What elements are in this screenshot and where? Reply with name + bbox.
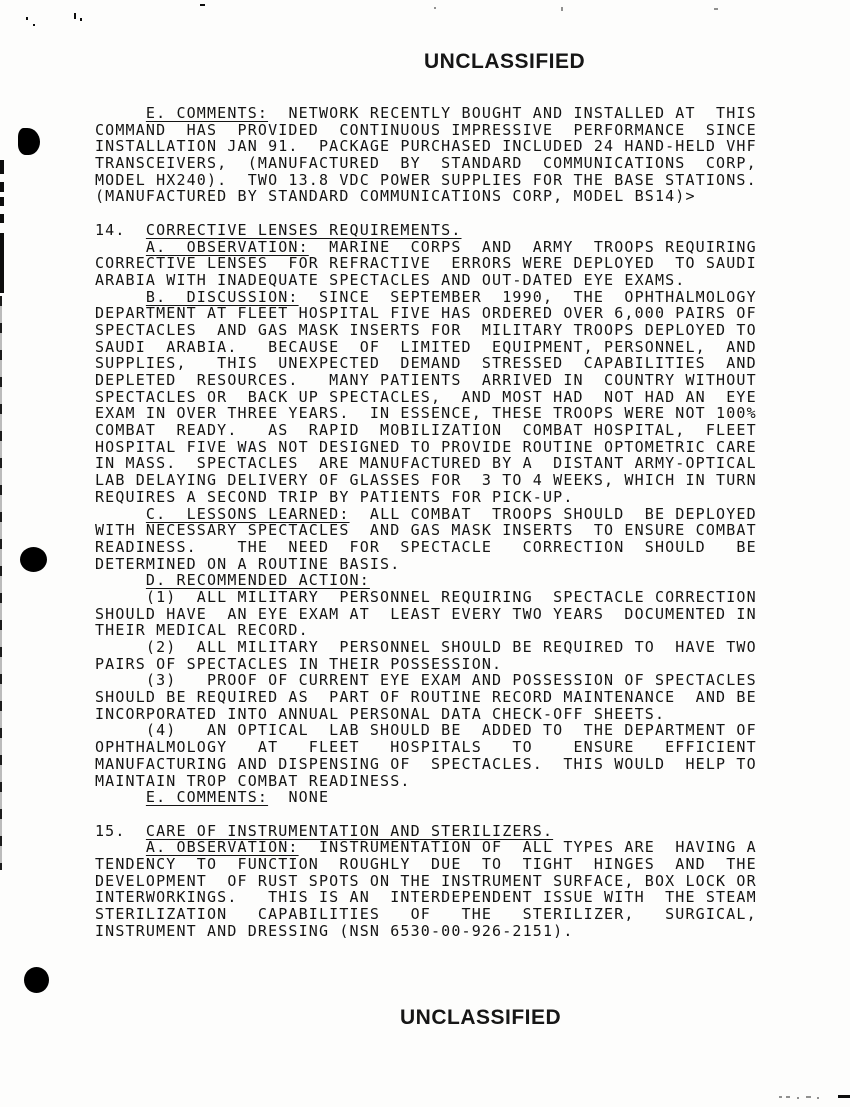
document-line: WITH NECESSARY SPECTACLES AND GAS MASK INSERTS TO ENSURE COMBAT xyxy=(95,521,757,540)
scan-speck xyxy=(817,1097,819,1099)
document-line: A. OBSERVATION: MARINE CORPS AND ARMY TROOPS REQUIRING xyxy=(145,237,757,256)
document-line: 15. CARE OF INSTRUMENTATION AND STERILIZERS. xyxy=(95,821,554,840)
binding-edge-mark xyxy=(0,197,4,206)
document-line: 14. CORRECTIVE LENSES REQUIREMENTS. xyxy=(95,220,462,239)
scan-speck xyxy=(797,1097,799,1099)
document-line: LAB DELAYING DELIVERY OF GLASSES FOR 3 TO 4 WEEKS, WHICH IN TURN xyxy=(95,471,757,490)
binding-edge-mark xyxy=(0,160,4,174)
document-body xyxy=(95,105,775,939)
document-line: COMMAND HAS PROVIDED CONTINUOUS IMPRESSIVE PERFORMANCE SINCE xyxy=(95,120,757,139)
binding-edge-mark xyxy=(0,233,4,293)
document-line: MODEL HX240). TWO 13.8 VDC POWER SUPPLIES FOR THE BASE STATIONS. xyxy=(95,170,757,189)
document-line: SAUDI ARABIA. BECAUSE OF LIMITED EQUIPMENT, PERSONNEL, AND xyxy=(95,337,757,356)
document-line: IN MASS. SPECTACLES ARE MANUFACTURED BY A DISTANT ARMY-OPTICAL xyxy=(95,454,757,473)
binding-edge-mark xyxy=(0,182,4,192)
document-line: INTERWORKINGS. THIS IS AN INTERDEPENDENT ISSUE WITH THE STEAM xyxy=(95,888,757,907)
document-line: SHOULD HAVE AN EYE EXAM AT LEAST EVERY TWO YEARS DOCUMENTED IN xyxy=(95,604,757,623)
document-line: DEPLETED RESOURCES. MANY PATIENTS ARRIVED IN COUNTRY WITHOUT xyxy=(95,371,757,389)
document-line: COMBAT READY. AS RAPID MOBILIZATION COMBAT HOSPITAL, FLEET xyxy=(95,421,757,440)
ink-blot-mark xyxy=(18,128,40,155)
document-line: REQUIRES A SECOND TRIP BY PATIENTS FOR PICK-UP. xyxy=(95,487,574,506)
document-line: DETERMINED ON A ROUTINE BASIS. xyxy=(95,554,401,573)
document-line: (4) AN OPTICAL LAB SHOULD BE ADDED TO THE DEPARTMENT OF xyxy=(95,721,757,740)
document-line: INCORPORATED INTO ANNUAL PERSONAL DATA CHECK-OFF SHEETS. xyxy=(95,704,666,723)
document-line: SPECTACLES OR BACK UP SPECTACLES, AND MOST HAD NOT HAD AN EYE xyxy=(95,387,757,406)
scan-speck xyxy=(434,7,436,9)
binding-edge-line xyxy=(0,296,2,870)
document-line: B. DISCUSSION: SINCE SEPTEMBER 1990, THE OPHTHALMOLOGY xyxy=(145,287,757,306)
document-line: E. COMMENTS: NETWORK RECENTLY BOUGHT AND INSTALLED AT THIS xyxy=(145,104,757,122)
document-line: C. LESSONS LEARNED: ALL COMBAT TROOPS SHOULD BE DEPLOYED xyxy=(145,504,757,523)
document-line: ARABIA WITH INADEQUATE SPECTACLES AND OUT-DATED EYE EXAMS. xyxy=(95,270,686,289)
document-line: HOSPITAL FIVE WAS NOT DESIGNED TO PROVIDE ROUTINE OPTOMETRIC CARE xyxy=(95,437,757,456)
scan-speck xyxy=(806,1096,811,1098)
document-line: (2) ALL MILITARY PERSONNEL SHOULD BE REQUIRED TO HAVE TWO xyxy=(95,638,757,656)
classification-header: UNCLASSIFIED xyxy=(424,50,586,73)
scan-speck xyxy=(561,7,563,11)
scan-speck xyxy=(74,13,76,19)
document-line xyxy=(95,205,775,222)
ink-dot-mark xyxy=(24,967,49,993)
scan-speck xyxy=(200,4,205,6)
document-line: E. COMMENTS: NONE xyxy=(145,788,330,807)
scan-speck xyxy=(779,1096,782,1098)
document-line: READINESS. THE NEED FOR SPECTACLE CORRECTION SHOULD BE xyxy=(95,537,757,556)
document-line xyxy=(95,806,775,823)
document-line: STERILIZATION CAPABILITIES OF THE STERILIZER, SURGICAL, xyxy=(95,905,757,923)
scan-speck xyxy=(838,1095,850,1098)
classification-footer: UNCLASSIFIED xyxy=(400,1006,562,1029)
binding-edge-mark xyxy=(0,214,4,223)
scan-speck xyxy=(80,18,82,21)
document-line: TRANSCEIVERS, (MANUFACTURED BY STANDARD COMMUNICATIONS CORP, xyxy=(95,154,757,173)
document-line: SUPPLIES, THIS UNEXPECTED DEMAND STRESSED CAPABILITIES AND xyxy=(95,354,757,373)
document-line: OPHTHALMOLOGY AT FLEET HOSPITALS TO ENSURE EFFICIENT xyxy=(95,738,757,757)
document-line: DEPARTMENT AT FLEET HOSPITAL FIVE HAS ORDERED OVER 6,000 PAIRS OF xyxy=(95,304,757,323)
document-line: PAIRS OF SPECTACLES IN THEIR POSSESSION. xyxy=(95,654,503,673)
document-line: INSTALLATION JAN 91. PACKAGE PURCHASED INCLUDED 24 HAND-HELD VHF xyxy=(95,137,757,156)
scan-speck xyxy=(26,17,28,20)
document-line: EXAM IN OVER THREE YEARS. IN ESSENCE, THESE TROOPS WERE NOT 100% xyxy=(95,404,757,423)
document-line: CORRECTIVE LENSES FOR REFRACTIVE ERRORS WERE DEPLOYED TO SAUDI xyxy=(95,254,757,273)
document-line: DEVELOPMENT OF RUST SPOTS ON THE INSTRUMENT SURFACE, BOX LOCK OR xyxy=(95,871,757,890)
document-line: (3) PROOF OF CURRENT EYE EXAM AND POSSESSION OF SPECTACLES xyxy=(95,671,757,690)
document-line: (MANUFACTURED BY STANDARD COMMUNICATIONS CORP, MODEL BS14)> xyxy=(95,187,696,206)
scan-speck xyxy=(786,1096,790,1098)
scan-speck xyxy=(714,8,718,10)
scan-speck xyxy=(33,24,35,26)
document-line: INSTRUMENT AND DRESSING (NSN 6530-00-926-2151). xyxy=(95,921,574,940)
document-line: A. OBSERVATION: INSTRUMENTATION OF ALL TYPES ARE HAVING A xyxy=(145,838,757,857)
document-line: THEIR MEDICAL RECORD. xyxy=(95,621,309,640)
document-line: SPECTACLES AND GAS MASK INSERTS FOR MILITARY TROOPS DEPLOYED TO xyxy=(95,320,757,339)
document-line: (1) ALL MILITARY PERSONNEL REQUIRING SPECTACLE CORRECTION xyxy=(95,587,757,606)
document-line: MANUFACTURING AND DISPENSING OF SPECTACLES. THIS WOULD HELP TO xyxy=(95,754,757,773)
document-line: SHOULD BE REQUIRED AS PART OF ROUTINE RECORD MAINTENANCE AND BE xyxy=(95,688,757,707)
ink-dot-mark xyxy=(20,547,47,572)
document-line: TENDENCY TO FUNCTION ROUGHLY DUE TO TIGHT HINGES AND THE xyxy=(95,854,757,873)
document-line: D. RECOMMENDED ACTION: xyxy=(145,571,370,590)
document-line: MAINTAIN TROP COMBAT READINESS. xyxy=(95,771,411,790)
